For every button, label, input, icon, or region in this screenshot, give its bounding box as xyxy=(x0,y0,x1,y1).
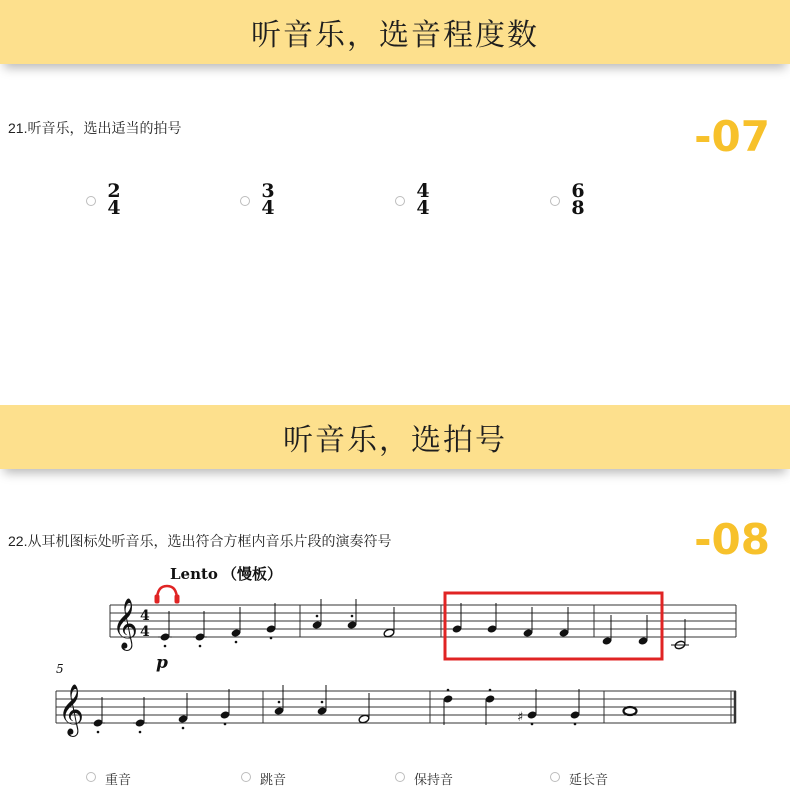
section-title: 听音乐，选拍号 xyxy=(283,423,507,458)
q21-option-2-time-signature: 3 4 xyxy=(261,180,275,219)
notes-measure-4 xyxy=(602,615,689,650)
q21-option-3-time-signature: 4 4 xyxy=(416,180,430,219)
notes-measure-1 xyxy=(158,603,276,647)
q22-option-1-label[interactable]: 重音 xyxy=(105,772,132,787)
q21-option-4-radio[interactable] xyxy=(550,196,560,206)
section-banner-time-signature xyxy=(0,405,790,469)
svg-text:4: 4 xyxy=(140,624,150,640)
notes-measure-8 xyxy=(624,707,637,715)
notes-measure-3 xyxy=(452,603,570,638)
q22-option-4-radio[interactable] xyxy=(550,772,560,782)
q21-option-4-time-signature: 6 8 xyxy=(571,180,585,219)
q22-option-2-radio[interactable] xyxy=(241,772,251,782)
q22-option-4-label[interactable]: 延长音 xyxy=(569,772,609,787)
highlight-box xyxy=(445,593,662,659)
q21-option-2-radio[interactable] xyxy=(240,196,250,206)
headphone-icon[interactable] xyxy=(155,586,179,603)
q22-option-2-label[interactable]: 跳音 xyxy=(260,772,287,787)
staff-time-signature xyxy=(140,608,150,640)
question-22-number: -08 xyxy=(694,515,770,564)
svg-text:♯: ♯ xyxy=(517,710,524,725)
q22-option-1-radio[interactable] xyxy=(86,772,96,782)
treble-clef-icon: 𝄞 xyxy=(58,684,85,735)
q22-option-3-radio[interactable] xyxy=(395,772,405,782)
tempo-marking: Lento xyxy=(170,565,218,583)
music-score xyxy=(0,555,790,745)
treble-clef-icon: 𝄞 xyxy=(112,598,139,649)
q22-option-3-label[interactable]: 保持音 xyxy=(414,772,454,787)
notes-measure-5 xyxy=(91,689,230,733)
measure-number: 5 xyxy=(56,662,64,676)
tempo-marking-cn: （慢板） xyxy=(222,565,283,583)
q21-option-3-radio[interactable] xyxy=(395,196,405,206)
question-21-number: -07 xyxy=(694,112,770,161)
question-21-text: 21.听音乐，选出适当的拍号 xyxy=(8,120,182,136)
section-title: 听音乐，选音程度数 xyxy=(251,18,539,53)
svg-text:4: 4 xyxy=(140,608,150,624)
section-banner-intervals xyxy=(0,0,790,64)
q21-option-1-radio[interactable] xyxy=(86,196,96,206)
dynamic-marking: p xyxy=(156,653,168,673)
question-22-text: 22.从耳机图标处听音乐，选出符合方框内音乐片段的演奏符号 xyxy=(8,533,392,549)
q21-option-1-time-signature: 2 4 xyxy=(107,180,121,219)
